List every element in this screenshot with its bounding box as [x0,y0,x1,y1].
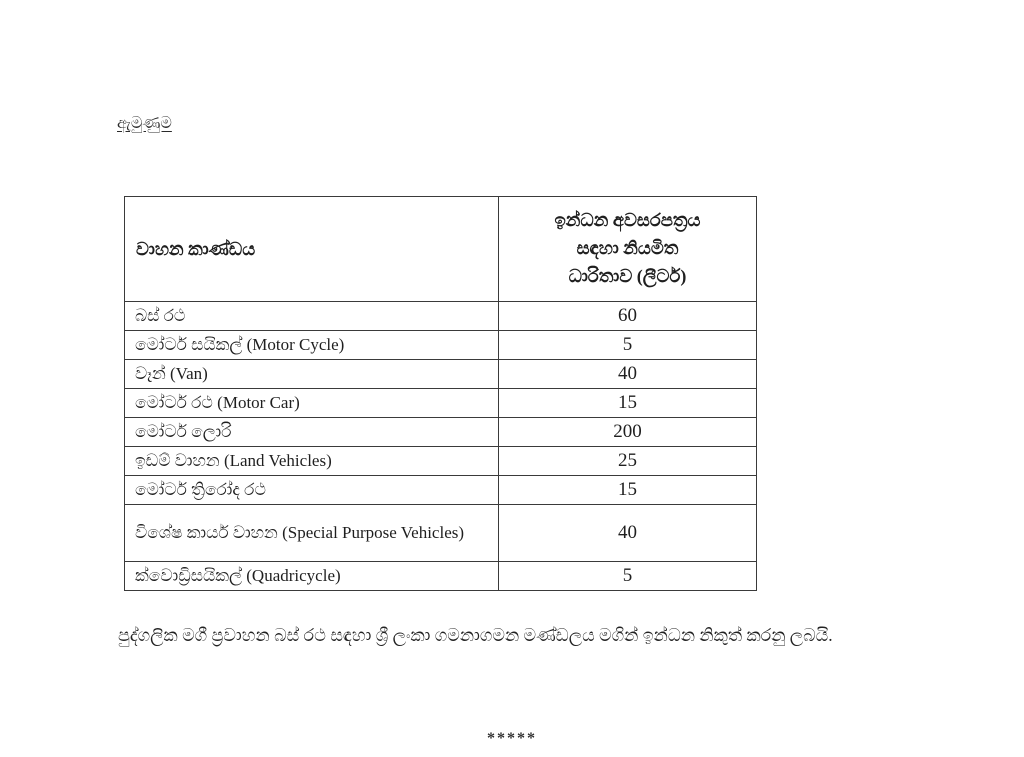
fuel-permit-table [124,196,757,591]
header-permit-capacity [499,197,757,302]
note-paragraph: පුද්ගලික මගී ප්‍රවාහන බස් රථ සඳහා ශ්‍රී ලංකා ගමනාගමන මණ්ඩලය මගින් ඉන්ධන නිකුත් කරනු ලබයි. [118,625,833,645]
vehicle-category-cell: විශේෂ කාර්ය වාහන (Special Purpose Vehicles) [125,505,499,562]
capacity-cell: 25 [499,447,757,476]
table-row [125,360,757,389]
capacity-cell: 40 [499,505,757,562]
vehicle-category-cell: බස් රථ [125,302,499,331]
vehicle-category-cell: වෑන් (Van) [125,360,499,389]
capacity-cell: 40 [499,360,757,389]
vehicle-category-cell: මෝටර් සයිකල් (Motor Cycle) [125,331,499,360]
table-row [125,476,757,505]
footer-stars: ***** [487,730,537,747]
table-row [125,447,757,476]
vehicle-category-cell: ක්වොඩ්‍රිසයිකල් (Quadricycle) [125,562,499,591]
capacity-cell: 15 [499,476,757,505]
vehicle-category-cell: මෝටර් ත්‍රිරෝද රථ [125,476,499,505]
header-capacity-line-2: සඳහා නියමිත [576,238,679,259]
header-capacity-line-3: ධාරිතාව (ලීටර්) [568,265,687,286]
table-row [125,389,757,418]
table-row [125,418,757,447]
annex-heading: ඇමුණුම [117,115,172,132]
header-vehicle-category: වාහන කාණ්ඩය [125,197,499,302]
vehicle-category-cell: මෝටර් ලොරි [125,418,499,447]
table-row [125,505,757,562]
vehicle-category-cell: ඉඩම් වාහන (Land Vehicles) [125,447,499,476]
table-row [125,302,757,331]
capacity-cell: 5 [499,331,757,360]
capacity-cell: 200 [499,418,757,447]
table-row [125,331,757,360]
table-row [125,562,757,591]
capacity-cell: 15 [499,389,757,418]
header-capacity-line-1: ඉන්ධන අවසරපත්‍රය [554,210,701,231]
capacity-cell: 5 [499,562,757,591]
vehicle-category-cell: මෝටර් රථ (Motor Car) [125,389,499,418]
table-header-row [125,197,757,302]
capacity-cell: 60 [499,302,757,331]
